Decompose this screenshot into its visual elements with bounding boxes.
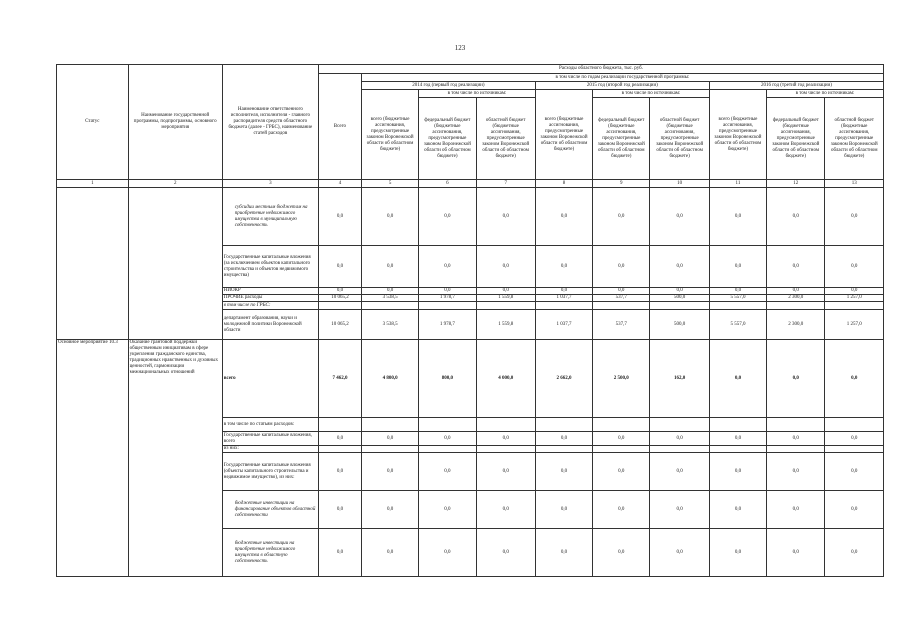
header-sources: в том числе по источникам: [419, 90, 536, 98]
value-cell: 0,0 [593, 491, 650, 529]
value-cell: 0,0 [318, 246, 361, 288]
empty-cell [476, 418, 535, 432]
value-cell: 0,0 [650, 288, 709, 295]
value-cell: 1 978,7 [419, 295, 476, 302]
row-label: ПРОЧИЕ расходы [222, 295, 318, 302]
value-cell: 0,0 [767, 340, 825, 418]
budget-table [56, 64, 884, 577]
empty-cell [767, 418, 825, 432]
value-cell: 0,0 [825, 453, 884, 491]
value-cell: 0,0 [593, 288, 650, 295]
empty-cell [593, 302, 650, 310]
value-cell: 0,0 [361, 246, 418, 288]
value-cell: 0,0 [650, 453, 709, 491]
value-cell: 0,0 [767, 432, 825, 446]
value-cell: 0,0 [419, 432, 476, 446]
col-number: 1 [57, 180, 129, 188]
header-sub-federal: федеральный бюджет (бюджетные ассигнования, предусмотренные законом Воронежской области об областном бюджете) [767, 98, 825, 180]
table-row [57, 188, 884, 246]
col-number: 6 [419, 180, 476, 188]
value-cell: 0,0 [419, 491, 476, 529]
value-cell: 0,0 [535, 491, 592, 529]
value-cell: 0,0 [825, 432, 884, 446]
value-cell: 2 300,0 [767, 295, 825, 302]
value-cell: 0,0 [361, 529, 418, 577]
value-cell: 0,0 [593, 188, 650, 246]
value-cell: 0,0 [476, 432, 535, 446]
value-cell: 0,0 [709, 246, 766, 288]
value-cell: 0,0 [709, 491, 766, 529]
empty-cell [361, 418, 418, 432]
empty-cell [709, 418, 766, 432]
value-cell: 0,0 [535, 453, 592, 491]
empty-cell [650, 418, 709, 432]
row-label: Государственные капитальные вложения, всего [222, 432, 318, 446]
value-cell: 0,0 [767, 188, 825, 246]
value-cell: 0,0 [318, 491, 361, 529]
value-cell: 0,0 [709, 340, 766, 418]
value-cell: 0,0 [825, 188, 884, 246]
value-cell: 0,0 [361, 453, 418, 491]
row-label: в том числе по ГРБС: [222, 302, 318, 310]
page-number: 123 [454, 44, 466, 52]
value-cell: 0,0 [593, 432, 650, 446]
empty-cell [318, 446, 361, 453]
value-cell: 0,0 [593, 246, 650, 288]
empty-cell [535, 446, 592, 453]
value-cell: 2 662,0 [535, 340, 592, 418]
empty-cell [419, 418, 476, 432]
value-cell: 0,0 [476, 188, 535, 246]
empty-cell [318, 418, 361, 432]
empty-cell [825, 418, 884, 432]
value-cell: 500,0 [650, 295, 709, 302]
value-cell: 0,0 [318, 529, 361, 577]
header-sub-federal: федеральный бюджет (бюджетные ассигнования, предусмотренные законом Воронежской области об областном бюджете) [593, 98, 650, 180]
value-cell: 1 978,7 [419, 310, 476, 340]
value-cell: 0,0 [361, 432, 418, 446]
value-cell: 0,0 [650, 491, 709, 529]
empty-cell [593, 418, 650, 432]
row-label: департамент образования, науки и молодежной политики Воронежской области [222, 310, 318, 340]
value-cell: 2 300,0 [767, 310, 825, 340]
col-number: 4 [318, 180, 361, 188]
header-by-year: в том числе по годам реализации государственной программы: [361, 74, 883, 82]
value-cell: 0,0 [535, 288, 592, 295]
value-cell: 4 000,0 [476, 340, 535, 418]
value-cell: 0,0 [476, 529, 535, 577]
value-cell: 0,0 [709, 529, 766, 577]
value-cell: 0,0 [318, 288, 361, 295]
header-sub-total: всего (бюджетные ассигнования, предусмотренные законом Воронежской области об областном бюджете) [709, 90, 766, 180]
header-sources: в том числе по источникам: [767, 90, 884, 98]
header-sub-regional: областной бюджет (бюджетные ассигнования, предусмотренные законом Воронежской области об областном бюджете) [650, 98, 709, 180]
value-cell: 162,0 [650, 340, 709, 418]
value-cell: 0,0 [476, 453, 535, 491]
col-number: 11 [709, 180, 766, 188]
value-cell: 1 257,0 [825, 310, 884, 340]
col-number: 13 [825, 180, 884, 188]
value-cell: 0,0 [825, 491, 884, 529]
value-cell: 0,0 [476, 288, 535, 295]
empty-cell [476, 446, 535, 453]
program-cell [128, 188, 222, 340]
value-cell: 0,0 [419, 453, 476, 491]
value-cell: 0,0 [419, 288, 476, 295]
value-cell: 0,0 [593, 529, 650, 577]
value-cell: 2 500,0 [593, 340, 650, 418]
value-cell: 1 559,8 [476, 310, 535, 340]
value-cell: 0,0 [767, 453, 825, 491]
value-cell: 0,0 [825, 340, 884, 418]
empty-cell [593, 446, 650, 453]
col-number: 5 [361, 180, 418, 188]
value-cell: 1 037,7 [535, 295, 592, 302]
empty-cell [419, 446, 476, 453]
value-cell: 537,7 [593, 295, 650, 302]
col-number: 7 [476, 180, 535, 188]
col-number: 9 [593, 180, 650, 188]
value-cell: 0,0 [709, 453, 766, 491]
value-cell: 0,0 [650, 188, 709, 246]
value-cell: 10 065,2 [318, 310, 361, 340]
header-status: Статус [57, 65, 129, 180]
value-cell: 0,0 [535, 529, 592, 577]
empty-cell [361, 302, 418, 310]
table-row [57, 340, 884, 418]
value-cell: 0,0 [825, 529, 884, 577]
value-cell: 0,0 [825, 288, 884, 295]
col-number: 10 [650, 180, 709, 188]
empty-cell [709, 302, 766, 310]
empty-cell [767, 302, 825, 310]
value-cell: 0,0 [767, 491, 825, 529]
col-number: 12 [767, 180, 825, 188]
empty-cell [650, 446, 709, 453]
header-expenses: Расходы областного бюджета, тыс. руб. [318, 65, 883, 74]
value-cell: 0,0 [318, 188, 361, 246]
value-cell: 0,0 [361, 188, 418, 246]
value-cell: 3 538,5 [361, 310, 418, 340]
value-cell: 5 557,0 [709, 310, 766, 340]
value-cell: 500,0 [650, 310, 709, 340]
row-label: бюджетные инвестиции на финансирование объектов областной собственности [222, 491, 318, 529]
row-label: в том числе по статьям расходов: [222, 418, 318, 432]
row-label: Государственные капитальные вложения (за исключением объектов капитального строительства и объектов недвижимого имущества) [222, 246, 318, 288]
value-cell: 0,0 [535, 188, 592, 246]
value-cell: 0,0 [318, 432, 361, 446]
value-cell: 0,0 [361, 288, 418, 295]
row-label: НИОКР [222, 288, 318, 295]
header-sub-total: всего (бюджетные ассигнования, предусмотренные законом Воронежской области об областном бюджете) [535, 90, 592, 180]
value-cell: 1 257,0 [825, 295, 884, 302]
empty-cell [535, 418, 592, 432]
row-label: Государственные капитальные вложения (объекты капитального строительства и недвижимое имущество), из них: [222, 453, 318, 491]
value-cell: 537,7 [593, 310, 650, 340]
empty-cell [825, 302, 884, 310]
header-program: Наименование государственной программы, подпрограммы, основного мероприятия [128, 65, 222, 180]
value-cell: 0,0 [767, 246, 825, 288]
value-cell: 1 559,8 [476, 295, 535, 302]
row-label: из них: [222, 446, 318, 453]
value-cell: 0,0 [825, 246, 884, 288]
value-cell: 10 065,2 [318, 295, 361, 302]
empty-cell [650, 302, 709, 310]
header-year-2014: 2014 год (первый год реализации) [361, 82, 535, 90]
value-cell: 0,0 [709, 188, 766, 246]
status-cell: Основное мероприятие 10.3 [57, 340, 129, 577]
header-total: Всего [318, 74, 361, 180]
header-sub-federal: федеральный бюджет (бюджетные ассигнования, предусмотренные законом Воронежской области об областном бюджете) [419, 98, 476, 180]
value-cell: 0,0 [709, 432, 766, 446]
value-cell: 7 462,0 [318, 340, 361, 418]
program-cell: Оказание грантовой поддержки общественным инициативам в сфере укрепления гражданского единства, традиционных нравственных и духовных ценностей, гармонизации межнациональных отношений [128, 340, 222, 577]
empty-cell [361, 446, 418, 453]
col-number: 8 [535, 180, 592, 188]
header-sub-regional: областной бюджет (бюджетные ассигнования, предусмотренные законом Воронежской области об областном бюджете) [476, 98, 535, 180]
value-cell: 4 800,0 [361, 340, 418, 418]
row-label: бюджетные инвестиции на приобретение недвижимого имущества в областную собственность [222, 529, 318, 577]
value-cell: 0,0 [535, 246, 592, 288]
value-cell: 5 557,0 [709, 295, 766, 302]
value-cell: 0,0 [593, 453, 650, 491]
value-cell: 0,0 [650, 246, 709, 288]
row-label: всего [222, 340, 318, 418]
value-cell: 0,0 [476, 491, 535, 529]
status-cell [57, 188, 129, 340]
header-sources: в том числе по источникам: [593, 90, 710, 98]
value-cell: 0,0 [767, 288, 825, 295]
value-cell: 0,0 [419, 188, 476, 246]
header-sub-regional: областной бюджет (бюджетные ассигнования, предусмотренные законом Воронежской области об областном бюджете) [825, 98, 884, 180]
value-cell: 0,0 [650, 529, 709, 577]
empty-cell [318, 302, 361, 310]
row-label: субсидии местным бюджетам на приобретение недвижимого имущества в муниципальную собственность [222, 188, 318, 246]
value-cell: 0,0 [419, 246, 476, 288]
empty-cell [825, 446, 884, 453]
value-cell: 0,0 [476, 246, 535, 288]
empty-cell [535, 302, 592, 310]
empty-cell [709, 446, 766, 453]
empty-cell [767, 446, 825, 453]
value-cell: 0,0 [650, 432, 709, 446]
value-cell: 0,0 [318, 453, 361, 491]
col-number: 3 [222, 180, 318, 188]
header-sub-total: всего (бюджетные ассигнования, предусмотренные законом Воронежской области об областном бюджете) [361, 90, 418, 180]
value-cell: 0,0 [361, 491, 418, 529]
value-cell: 800,0 [419, 340, 476, 418]
header-executor: Наименование ответственного исполнителя, исполнителя - главного распорядителя средств областного бюджета (далее - ГРБС), наименование статей расходов [222, 65, 318, 180]
header-year-2015: 2015 год (второй год реализации) [535, 82, 709, 90]
empty-cell [476, 302, 535, 310]
value-cell: 0,0 [767, 529, 825, 577]
header-year-2016: 2016 год (третий год реализации) [709, 82, 883, 90]
value-cell: 3 538,5 [361, 295, 418, 302]
col-number: 2 [128, 180, 222, 188]
value-cell: 0,0 [535, 432, 592, 446]
value-cell: 0,0 [419, 529, 476, 577]
value-cell: 0,0 [709, 288, 766, 295]
value-cell: 1 037,7 [535, 310, 592, 340]
empty-cell [419, 302, 476, 310]
